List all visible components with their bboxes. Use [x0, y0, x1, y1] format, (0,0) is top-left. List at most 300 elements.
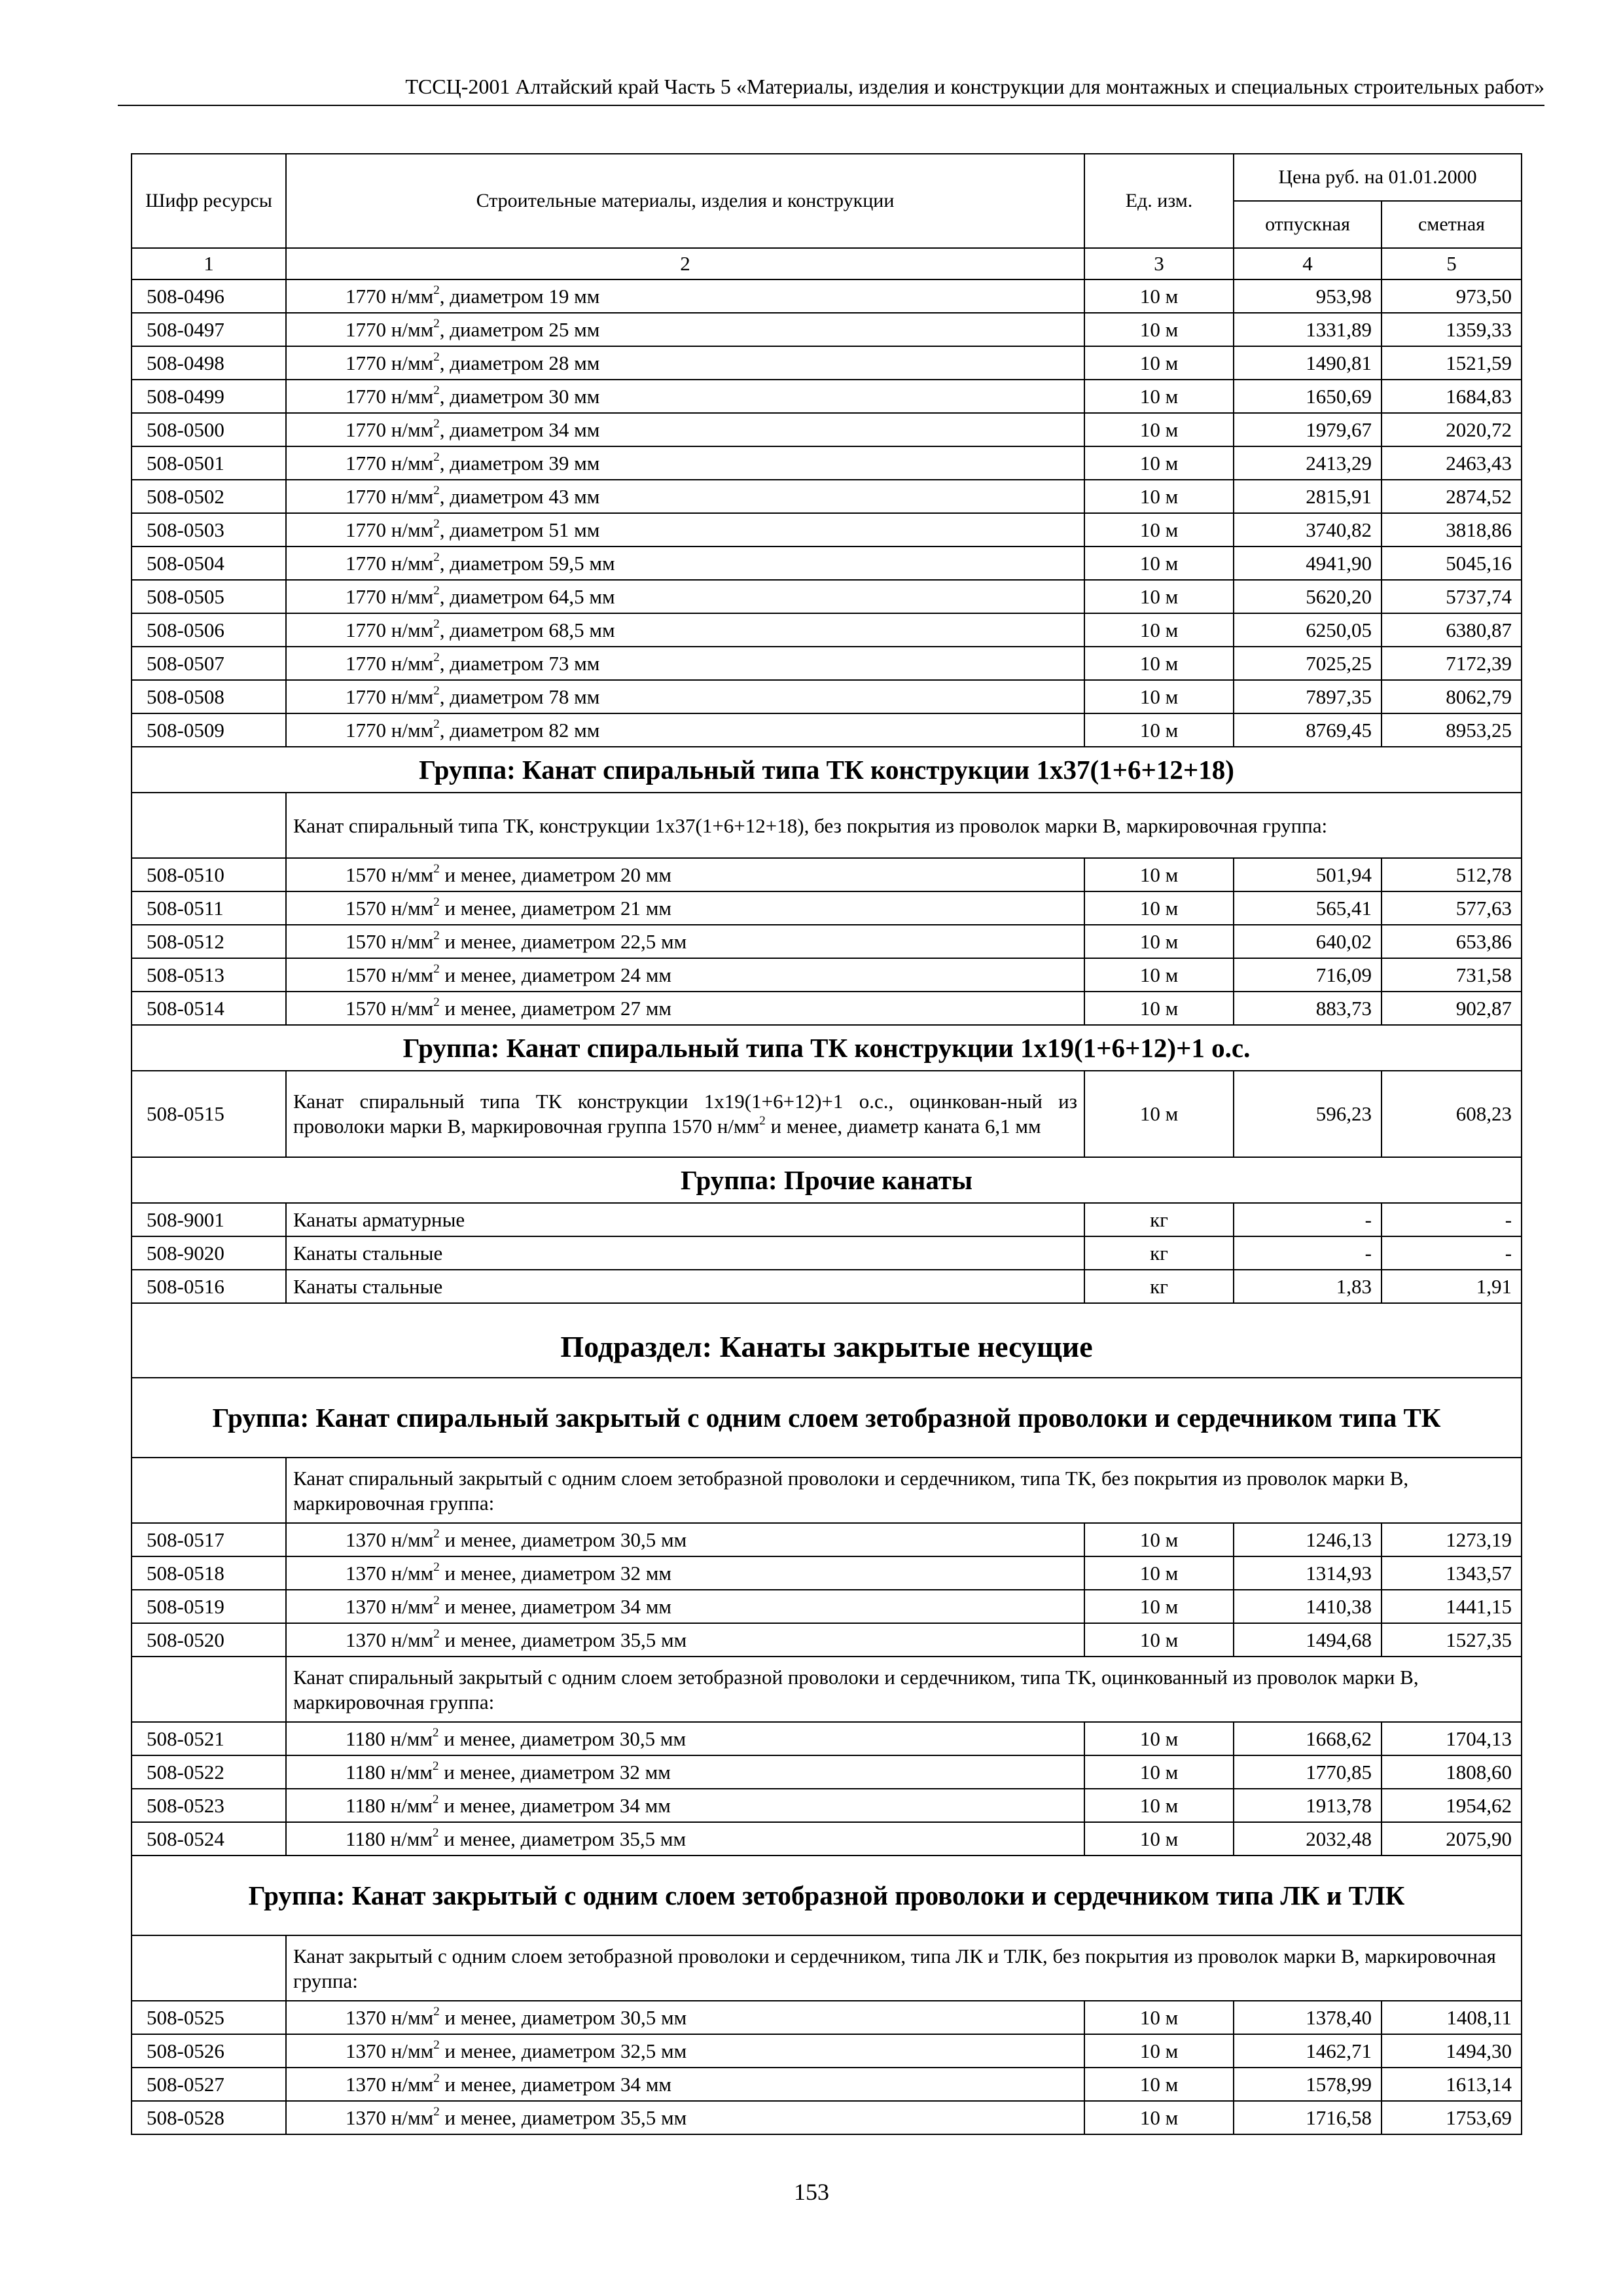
unit-exponent: 2 [759, 1113, 766, 1128]
group-description: Канат закрытый с одним слоем зетобразной проволоки и сердечником, типа ЛК и ТЛК, без покрытия из проволок марки В, маркировочная группа: [286, 1935, 1522, 2001]
table-row [132, 1071, 1522, 1157]
unit-of-measure: 10 м [1084, 446, 1234, 480]
resource-code: 508-0512 [132, 925, 286, 958]
resource-name [286, 1722, 1084, 1755]
resource-code: 508-0509 [132, 713, 286, 747]
price-release: 1246,13 [1234, 1523, 1382, 1556]
column-number: 5 [1382, 248, 1522, 279]
resource-name-text: 1570 н/мм [346, 896, 434, 920]
price-release: 1,83 [1234, 1270, 1382, 1303]
resource-code: 508-9020 [132, 1236, 286, 1270]
unit-exponent: 2 [433, 929, 440, 943]
group-title: Группа: Канат спиральный закрытый с одним слоем зетобразной проволоки и сердечником типа ТК [132, 1378, 1522, 1458]
resource-name-suffix: , диаметром 19 мм [439, 284, 600, 308]
price-estimate: 3818,86 [1382, 513, 1522, 547]
table-row [132, 480, 1522, 513]
table-row [132, 1755, 1522, 1789]
price-estimate: - [1382, 1203, 1522, 1236]
header-price-estimate: сметная [1382, 201, 1522, 248]
resource-name-suffix: и менее, диаметром 22,5 мм [439, 929, 687, 953]
price-table [131, 153, 1522, 2135]
resource-name-text: 1770 н/мм [346, 418, 434, 441]
resource-name-suffix: и менее, диаметром 35,5 мм [439, 2106, 687, 2129]
group-title-row [132, 1856, 1522, 1935]
price-release: 2032,48 [1234, 1822, 1382, 1856]
description-code-cell [132, 793, 286, 858]
resource-name-suffix: , диаметром 30 мм [439, 384, 600, 408]
resource-name-suffix: и менее, диаметром 30,5 мм [439, 2005, 687, 2029]
resource-name [286, 2101, 1084, 2134]
unit-exponent: 2 [433, 862, 440, 876]
resource-name-text: 1570 н/мм [346, 863, 434, 886]
price-estimate: 7172,39 [1382, 647, 1522, 680]
table-row [132, 446, 1522, 480]
price-estimate: 1343,57 [1382, 1556, 1522, 1590]
resource-code: 508-0526 [132, 2034, 286, 2068]
unit-of-measure: 10 м [1084, 1623, 1234, 1657]
unit-exponent: 2 [433, 350, 440, 365]
unit-exponent: 2 [433, 2105, 440, 2119]
column-number: 2 [286, 248, 1084, 279]
price-estimate: 512,78 [1382, 858, 1522, 891]
price-release: 1490,81 [1234, 346, 1382, 380]
resource-name-suffix: и менее, диаметром 34 мм [438, 1793, 671, 1817]
table-row [132, 958, 1522, 992]
resource-name: Канаты стальные [286, 1270, 1084, 1303]
unit-exponent: 2 [433, 517, 440, 531]
price-estimate: 577,63 [1382, 891, 1522, 925]
description-row [132, 1935, 1522, 2001]
resource-name [286, 992, 1084, 1025]
unit-exponent: 2 [433, 1759, 439, 1774]
resource-name-text: 1770 н/мм [346, 317, 434, 341]
price-release: 565,41 [1234, 891, 1382, 925]
resource-name-suffix: и менее, диаметром 27 мм [439, 996, 671, 1020]
unit-exponent: 2 [433, 617, 440, 632]
unit-of-measure: 10 м [1084, 1556, 1234, 1590]
unit-exponent: 2 [433, 996, 440, 1010]
unit-of-measure: 10 м [1084, 1071, 1234, 1157]
resource-code: 508-0504 [132, 547, 286, 580]
price-estimate: 1441,15 [1382, 1590, 1522, 1623]
subsection-title: Подраздел: Канаты закрытые несущие [132, 1303, 1522, 1378]
price-estimate: 2020,72 [1382, 413, 1522, 446]
resource-name-suffix: , диаметром 43 мм [439, 484, 600, 508]
price-release: - [1234, 1203, 1382, 1236]
table-row [132, 613, 1522, 647]
unit-exponent: 2 [433, 484, 440, 498]
price-estimate: 8062,79 [1382, 680, 1522, 713]
description-row [132, 1657, 1522, 1722]
resource-name [286, 647, 1084, 680]
resource-name-text: 1770 н/мм [346, 518, 434, 541]
resource-name [286, 891, 1084, 925]
unit-exponent: 2 [433, 684, 440, 698]
resource-name-text: 1770 н/мм [346, 551, 434, 575]
unit-exponent: 2 [433, 1560, 440, 1575]
resource-name [286, 680, 1084, 713]
resource-name-suffix: и менее, диаметром 34 мм [439, 1594, 671, 1618]
price-release: 1716,58 [1234, 2101, 1382, 2134]
resource-name-text: 1180 н/мм [346, 1760, 433, 1784]
resource-code: 508-0528 [132, 2101, 286, 2134]
table-row [132, 1556, 1522, 1590]
group-title: Группа: Канат закрытый с одним слоем зетобразной проволоки и сердечником типа ЛК и ТЛК [132, 1856, 1522, 1935]
price-release: 8769,45 [1234, 713, 1382, 747]
resource-code: 508-0523 [132, 1789, 286, 1822]
resource-code: 508-0508 [132, 680, 286, 713]
resource-name-suffix: и менее, диаметром 20 мм [439, 863, 671, 886]
table-row [132, 547, 1522, 580]
resource-name [286, 858, 1084, 891]
unit-exponent: 2 [433, 1726, 439, 1740]
price-estimate: 1613,14 [1382, 2068, 1522, 2101]
resource-name-text: 1370 н/мм [346, 1594, 434, 1618]
table-row [132, 1236, 1522, 1270]
unit-of-measure: 10 м [1084, 1755, 1234, 1789]
resource-name-suffix: и менее, диаметром 32 мм [438, 1760, 671, 1784]
unit-exponent: 2 [433, 1527, 440, 1541]
group-title-row [132, 1378, 1522, 1458]
price-estimate: 1527,35 [1382, 1623, 1522, 1657]
resource-name [286, 2034, 1084, 2068]
price-estimate: 1954,62 [1382, 1789, 1522, 1822]
unit-of-measure: 10 м [1084, 2034, 1234, 2068]
unit-exponent: 2 [433, 1627, 440, 1641]
resource-name-suffix: и менее, диаметром 35,5 мм [438, 1827, 687, 1850]
resource-code: 508-0511 [132, 891, 286, 925]
price-estimate: 1408,11 [1382, 2001, 1522, 2034]
resource-name-suffix: и менее, диаметром 30,5 мм [439, 1528, 687, 1551]
unit-of-measure: 10 м [1084, 513, 1234, 547]
resource-name-suffix: и менее, диаметром 32,5 мм [439, 2039, 687, 2062]
unit-of-measure: 10 м [1084, 613, 1234, 647]
resource-name: Канаты стальные [286, 1236, 1084, 1270]
resource-name [286, 925, 1084, 958]
column-number: 1 [132, 248, 286, 279]
resource-name-suffix: , диаметром 34 мм [439, 418, 600, 441]
unit-of-measure: 10 м [1084, 647, 1234, 680]
unit-of-measure: 10 м [1084, 313, 1234, 346]
price-release: 4941,90 [1234, 547, 1382, 580]
price-estimate: 2075,90 [1382, 1822, 1522, 1856]
unit-of-measure: кг [1084, 1203, 1234, 1236]
price-estimate: 1684,83 [1382, 380, 1522, 413]
price-release: - [1234, 1236, 1382, 1270]
table-body [132, 279, 1522, 2134]
price-release: 2815,91 [1234, 480, 1382, 513]
resource-name [286, 446, 1084, 480]
price-estimate: 5045,16 [1382, 547, 1522, 580]
unit-exponent: 2 [433, 2038, 440, 2053]
price-estimate: 1494,30 [1382, 2034, 1522, 2068]
price-release: 5620,20 [1234, 580, 1382, 613]
resource-name-suffix: , диаметром 73 мм [439, 651, 600, 675]
resource-code: 508-0513 [132, 958, 286, 992]
resource-name [286, 1789, 1084, 1822]
group-title: Группа: Прочие канаты [132, 1157, 1522, 1203]
resource-code: 508-0519 [132, 1590, 286, 1623]
price-release: 1410,38 [1234, 1590, 1382, 1623]
resource-name [286, 346, 1084, 380]
price-release: 1650,69 [1234, 380, 1382, 413]
resource-name [286, 2068, 1084, 2101]
unit-exponent: 2 [433, 317, 440, 331]
price-estimate: 653,86 [1382, 925, 1522, 958]
resource-name: Канаты арматурные [286, 1203, 1084, 1236]
column-number: 4 [1234, 248, 1382, 279]
table-row [132, 713, 1522, 747]
price-release: 596,23 [1234, 1071, 1382, 1157]
group-description: Канат спиральный закрытый с одним слоем зетобразной проволоки и сердечником, типа ТК, без покрытия из проволок марки В, маркировочная группа: [286, 1458, 1522, 1523]
resource-name-suffix: , диаметром 64,5 мм [439, 584, 615, 608]
resource-name-text: 1570 н/мм [346, 929, 434, 953]
unit-of-measure: 10 м [1084, 380, 1234, 413]
resource-code: 508-0502 [132, 480, 286, 513]
resource-name-text: 1770 н/мм [346, 284, 434, 308]
price-estimate: 973,50 [1382, 279, 1522, 313]
description-code-cell [132, 1935, 286, 2001]
resource-code: 508-0498 [132, 346, 286, 380]
table-row [132, 1203, 1522, 1236]
price-release: 716,09 [1234, 958, 1382, 992]
price-release: 6250,05 [1234, 613, 1382, 647]
resource-name-suffix: и менее, диаметр каната 6,1 мм [765, 1115, 1041, 1138]
table-row [132, 1623, 1522, 1657]
price-release: 640,02 [1234, 925, 1382, 958]
group-title-row [132, 1025, 1522, 1071]
resource-code: 508-0501 [132, 446, 286, 480]
resource-code: 508-0496 [132, 279, 286, 313]
price-release: 7025,25 [1234, 647, 1382, 680]
table-row [132, 891, 1522, 925]
unit-of-measure: кг [1084, 1236, 1234, 1270]
table-row [132, 2034, 1522, 2068]
unit-of-measure: 10 м [1084, 891, 1234, 925]
price-estimate: 902,87 [1382, 992, 1522, 1025]
resource-code: 508-0506 [132, 613, 286, 647]
price-release: 1668,62 [1234, 1722, 1382, 1755]
resource-name-suffix: , диаметром 68,5 мм [439, 618, 615, 641]
unit-of-measure: 10 м [1084, 1523, 1234, 1556]
resource-name [286, 1590, 1084, 1623]
resource-name-text: 1570 н/мм [346, 963, 434, 986]
price-release: 1578,99 [1234, 2068, 1382, 2101]
description-row [132, 1458, 1522, 1523]
resource-name [286, 279, 1084, 313]
resource-code: 508-0514 [132, 992, 286, 1025]
resource-name-suffix: , диаметром 59,5 мм [439, 551, 615, 575]
header-price-release: отпускная [1234, 201, 1382, 248]
table-row [132, 313, 1522, 346]
resource-name [286, 1523, 1084, 1556]
resource-name-text: 1370 н/мм [346, 1561, 434, 1585]
unit-of-measure: 10 м [1084, 680, 1234, 713]
price-estimate: 2463,43 [1382, 446, 1522, 480]
price-release: 1494,68 [1234, 1623, 1382, 1657]
unit-of-measure: 10 м [1084, 346, 1234, 380]
table-row [132, 925, 1522, 958]
price-estimate: 1753,69 [1382, 2101, 1522, 2134]
unit-of-measure: 10 м [1084, 858, 1234, 891]
unit-exponent: 2 [433, 1826, 439, 1840]
resource-name [286, 580, 1084, 613]
table-row [132, 279, 1522, 313]
price-estimate: 1,91 [1382, 1270, 1522, 1303]
resource-name-text: Канат спиральный типа ТК конструкции 1х19(1+6+12)+1 о.с., оцинкован-ный из проволоки марки В, маркировочная группа 1570 н/мм [293, 1090, 1077, 1138]
description-code-cell [132, 1458, 286, 1523]
resource-name-text: 1770 н/мм [346, 618, 434, 641]
price-estimate: 1359,33 [1382, 313, 1522, 346]
resource-name [286, 313, 1084, 346]
unit-of-measure: 10 м [1084, 547, 1234, 580]
table-row [132, 1523, 1522, 1556]
resource-code: 508-0499 [132, 380, 286, 413]
resource-name [286, 958, 1084, 992]
resource-name [286, 1755, 1084, 1789]
price-release: 1462,71 [1234, 2034, 1382, 2068]
unit-exponent: 2 [433, 550, 440, 565]
table-row [132, 2101, 1522, 2134]
table-row [132, 647, 1522, 680]
unit-exponent: 2 [433, 717, 440, 732]
resource-name-suffix: , диаметром 25 мм [439, 317, 600, 341]
header-code: Шифр ресурсы [132, 154, 286, 248]
resource-name-suffix: и менее, диаметром 35,5 мм [439, 1628, 687, 1651]
price-release: 1770,85 [1234, 1755, 1382, 1789]
table-row [132, 2001, 1522, 2034]
table-row [132, 513, 1522, 547]
table-row [132, 992, 1522, 1025]
resource-name-text: 1570 н/мм [346, 996, 434, 1020]
unit-exponent: 2 [433, 2072, 440, 2086]
resource-name-suffix: , диаметром 28 мм [439, 351, 600, 374]
unit-of-measure: 10 м [1084, 480, 1234, 513]
resource-name [286, 1623, 1084, 1657]
resource-code: 508-0497 [132, 313, 286, 346]
resource-name-text: 1770 н/мм [346, 351, 434, 374]
table-row [132, 1722, 1522, 1755]
resource-name-text: 1770 н/мм [346, 384, 434, 408]
group-title: Группа: Канат спиральный типа ТК конструкции 1х19(1+6+12)+1 о.с. [132, 1025, 1522, 1071]
resource-code: 508-9001 [132, 1203, 286, 1236]
table-row [132, 1789, 1522, 1822]
description-code-cell [132, 1657, 286, 1722]
resource-name-text: 1370 н/мм [346, 1528, 434, 1551]
table-row [132, 1822, 1522, 1856]
resource-code: 508-0505 [132, 580, 286, 613]
unit-of-measure: 10 м [1084, 925, 1234, 958]
unit-of-measure: 10 м [1084, 713, 1234, 747]
price-estimate: 2874,52 [1382, 480, 1522, 513]
resource-name-suffix: и менее, диаметром 32 мм [439, 1561, 671, 1585]
resource-code: 508-0510 [132, 858, 286, 891]
price-estimate: 608,23 [1382, 1071, 1522, 1157]
unit-of-measure: 10 м [1084, 2001, 1234, 2034]
unit-of-measure: 10 м [1084, 413, 1234, 446]
header-name: Строительные материалы, изделия и конструкции [286, 154, 1084, 248]
resource-code: 508-0507 [132, 647, 286, 680]
unit-of-measure: 10 м [1084, 1590, 1234, 1623]
description-row [132, 793, 1522, 858]
resource-code: 508-0517 [132, 1523, 286, 1556]
resource-name-text: 1770 н/мм [346, 584, 434, 608]
resource-code: 508-0522 [132, 1755, 286, 1789]
table-row [132, 858, 1522, 891]
group-description: Канат спиральный закрытый с одним слоем зетобразной проволоки и сердечником, типа ТК, оцинкованный из проволок марки В, маркировочная группа: [286, 1657, 1522, 1722]
resource-name-text: 1770 н/мм [346, 718, 434, 742]
resource-name [286, 1071, 1084, 1157]
unit-exponent: 2 [433, 450, 440, 465]
price-estimate: 1521,59 [1382, 346, 1522, 380]
unit-exponent: 2 [433, 1793, 439, 1807]
table-row [132, 1270, 1522, 1303]
resource-name [286, 380, 1084, 413]
resource-name-text: 1370 н/мм [346, 2106, 434, 2129]
header-rule [118, 105, 1544, 106]
table-row [132, 680, 1522, 713]
unit-exponent: 2 [433, 283, 440, 298]
price-release: 501,94 [1234, 858, 1382, 891]
table-row [132, 380, 1522, 413]
resource-code: 508-0521 [132, 1722, 286, 1755]
resource-name-text: 1770 н/мм [346, 484, 434, 508]
resource-code: 508-0516 [132, 1270, 286, 1303]
resource-name-text: 1370 н/мм [346, 1628, 434, 1651]
price-estimate: 1808,60 [1382, 1755, 1522, 1789]
resource-name-text: 1180 н/мм [346, 1793, 433, 1817]
unit-exponent: 2 [433, 651, 440, 665]
unit-of-measure: 10 м [1084, 580, 1234, 613]
resource-name-suffix: , диаметром 78 мм [439, 685, 600, 708]
resource-name-suffix: , диаметром 51 мм [439, 518, 600, 541]
resource-name-suffix: и менее, диаметром 30,5 мм [438, 1727, 687, 1750]
resource-name [286, 513, 1084, 547]
unit-exponent: 2 [433, 384, 440, 398]
group-description: Канат спиральный типа ТК, конструкции 1х37(1+6+12+18), без покрытия из проволок марки В, маркировочная группа: [286, 793, 1522, 858]
column-number: 3 [1084, 248, 1234, 279]
resource-name-suffix: и менее, диаметром 24 мм [439, 963, 671, 986]
table-row [132, 2068, 1522, 2101]
unit-exponent: 2 [433, 2005, 440, 2019]
resource-name [286, 480, 1084, 513]
price-release: 3740,82 [1234, 513, 1382, 547]
price-estimate: 6380,87 [1382, 613, 1522, 647]
price-estimate: 1273,19 [1382, 1523, 1522, 1556]
table-head [132, 154, 1522, 279]
price-estimate: 8953,25 [1382, 713, 1522, 747]
resource-code: 508-0515 [132, 1071, 286, 1157]
unit-of-measure: 10 м [1084, 1789, 1234, 1822]
resource-code: 508-0500 [132, 413, 286, 446]
resource-name [286, 2001, 1084, 2034]
resource-name-text: 1770 н/мм [346, 685, 434, 708]
unit-exponent: 2 [433, 895, 440, 910]
group-title: Группа: Канат спиральный типа ТК конструкции 1х37(1+6+12+18) [132, 747, 1522, 793]
unit-of-measure: 10 м [1084, 1822, 1234, 1856]
subsection-title-row [132, 1303, 1522, 1378]
price-estimate: 1704,13 [1382, 1722, 1522, 1755]
unit-of-measure: 10 м [1084, 958, 1234, 992]
unit-of-measure: 10 м [1084, 2068, 1234, 2101]
resource-name-text: 1180 н/мм [346, 1727, 433, 1750]
column-number-row [132, 248, 1522, 279]
resource-code: 508-0524 [132, 1822, 286, 1856]
resource-name [286, 713, 1084, 747]
resource-name-text: 1770 н/мм [346, 651, 434, 675]
price-release: 1314,93 [1234, 1556, 1382, 1590]
price-release: 1331,89 [1234, 313, 1382, 346]
